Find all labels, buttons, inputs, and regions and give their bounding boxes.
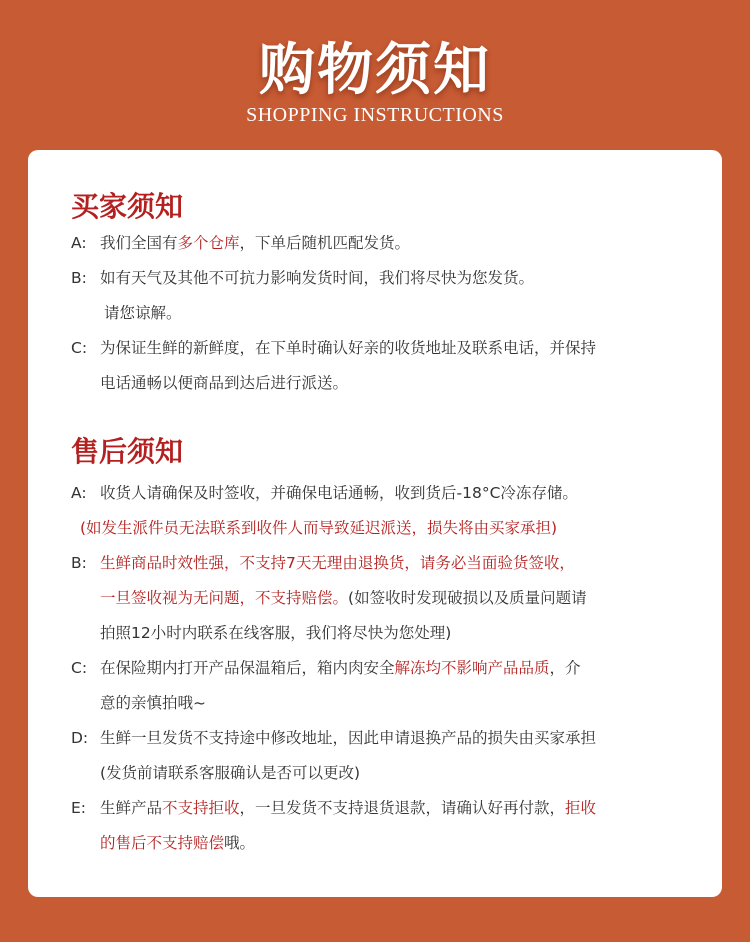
buyer-notice-title: 买家须知 — [71, 190, 184, 223]
item-label: E: — [71, 799, 87, 817]
after-sales-item-b-cont — [100, 581, 587, 616]
buyer-item-a — [71, 226, 410, 261]
buyer-item-c-cont: 电话通畅以便商品到达后进行派送。 — [100, 374, 349, 392]
item-highlight: 生鲜商品时效性强，不支持7天无理由退换货，请务必当面验货签收， — [100, 554, 575, 572]
after-sales-title: 售后须知 — [71, 435, 184, 468]
item-highlight: 的售后不支持赔偿 — [100, 834, 225, 852]
page-subtitle: SHOPPING INSTRUCTIONS — [246, 104, 504, 126]
item-text: ，下单后随机匹配发货。 — [239, 234, 411, 252]
item-highlight: 拒收 — [565, 799, 597, 817]
after-sales-item-b — [71, 546, 575, 581]
item-text: ，一旦发货不支持退货退款，请确认好再付款， — [239, 799, 566, 817]
item-label: C: — [71, 339, 88, 357]
after-sales-item-d-cont: (发货前请联系客服确认是否可以更改) — [100, 764, 361, 782]
item-text: 在保险期内打开产品保温箱后，箱内肉安全 — [100, 659, 395, 677]
after-sales-item-a — [71, 476, 578, 511]
item-text: 如有天气及其他不可抗力影响发货时间，我们将尽快为您发货。 — [100, 269, 535, 287]
item-label: D: — [71, 729, 89, 747]
after-sales-item-e-cont — [100, 826, 255, 861]
buyer-item-c — [71, 331, 596, 366]
item-text: 生鲜产品 — [100, 799, 163, 817]
item-text: 哦。 — [224, 834, 256, 852]
item-label: A: — [71, 484, 87, 502]
buyer-item-b — [71, 261, 534, 296]
item-label: A: — [71, 234, 87, 252]
header — [0, 0, 750, 150]
after-sales-item-c-cont: 意的亲慎拍哦~ — [100, 694, 206, 712]
item-text: 生鲜一旦发货不支持途中修改地址，因此申请退换产品的损失由买家承担 — [100, 729, 597, 747]
item-label: C: — [71, 659, 88, 677]
page-title: 购物须知 — [259, 37, 491, 103]
after-sales-item-d — [71, 721, 596, 756]
item-highlight: 解冻均不影响产品品质 — [394, 659, 550, 677]
item-text: (如签收时发现破损以及质量问题请 — [348, 589, 587, 607]
item-highlight: 多个仓库 — [177, 234, 240, 252]
item-highlight: 不支持拒收 — [162, 799, 240, 817]
after-sales-item-e — [71, 791, 596, 826]
item-text: 收货人请确保及时签收，并确保电话通畅，收到货后-18°C冷冻存储。 — [100, 484, 578, 502]
item-label: B: — [71, 269, 87, 287]
item-text: ，介 — [549, 659, 581, 677]
after-sales-item-a-note: (如发生派件员无法联系到收件人而导致延迟派送，损失将由买家承担) — [80, 519, 558, 537]
instructions-card — [28, 150, 722, 897]
item-text: 我们全国有 — [100, 234, 178, 252]
item-text: 为保证生鲜的新鲜度，在下单时确认好亲的收货地址及联系电话，并保持 — [100, 339, 597, 357]
buyer-item-b-cont: 请您谅解。 — [104, 304, 182, 322]
after-sales-item-c — [71, 651, 581, 686]
after-sales-item-b-cont2: 拍照12小时内联系在线客服，我们将尽快为您处理) — [100, 624, 452, 642]
item-highlight: 一旦签收视为无问题，不支持赔偿。 — [100, 589, 349, 607]
item-label: B: — [71, 554, 87, 572]
